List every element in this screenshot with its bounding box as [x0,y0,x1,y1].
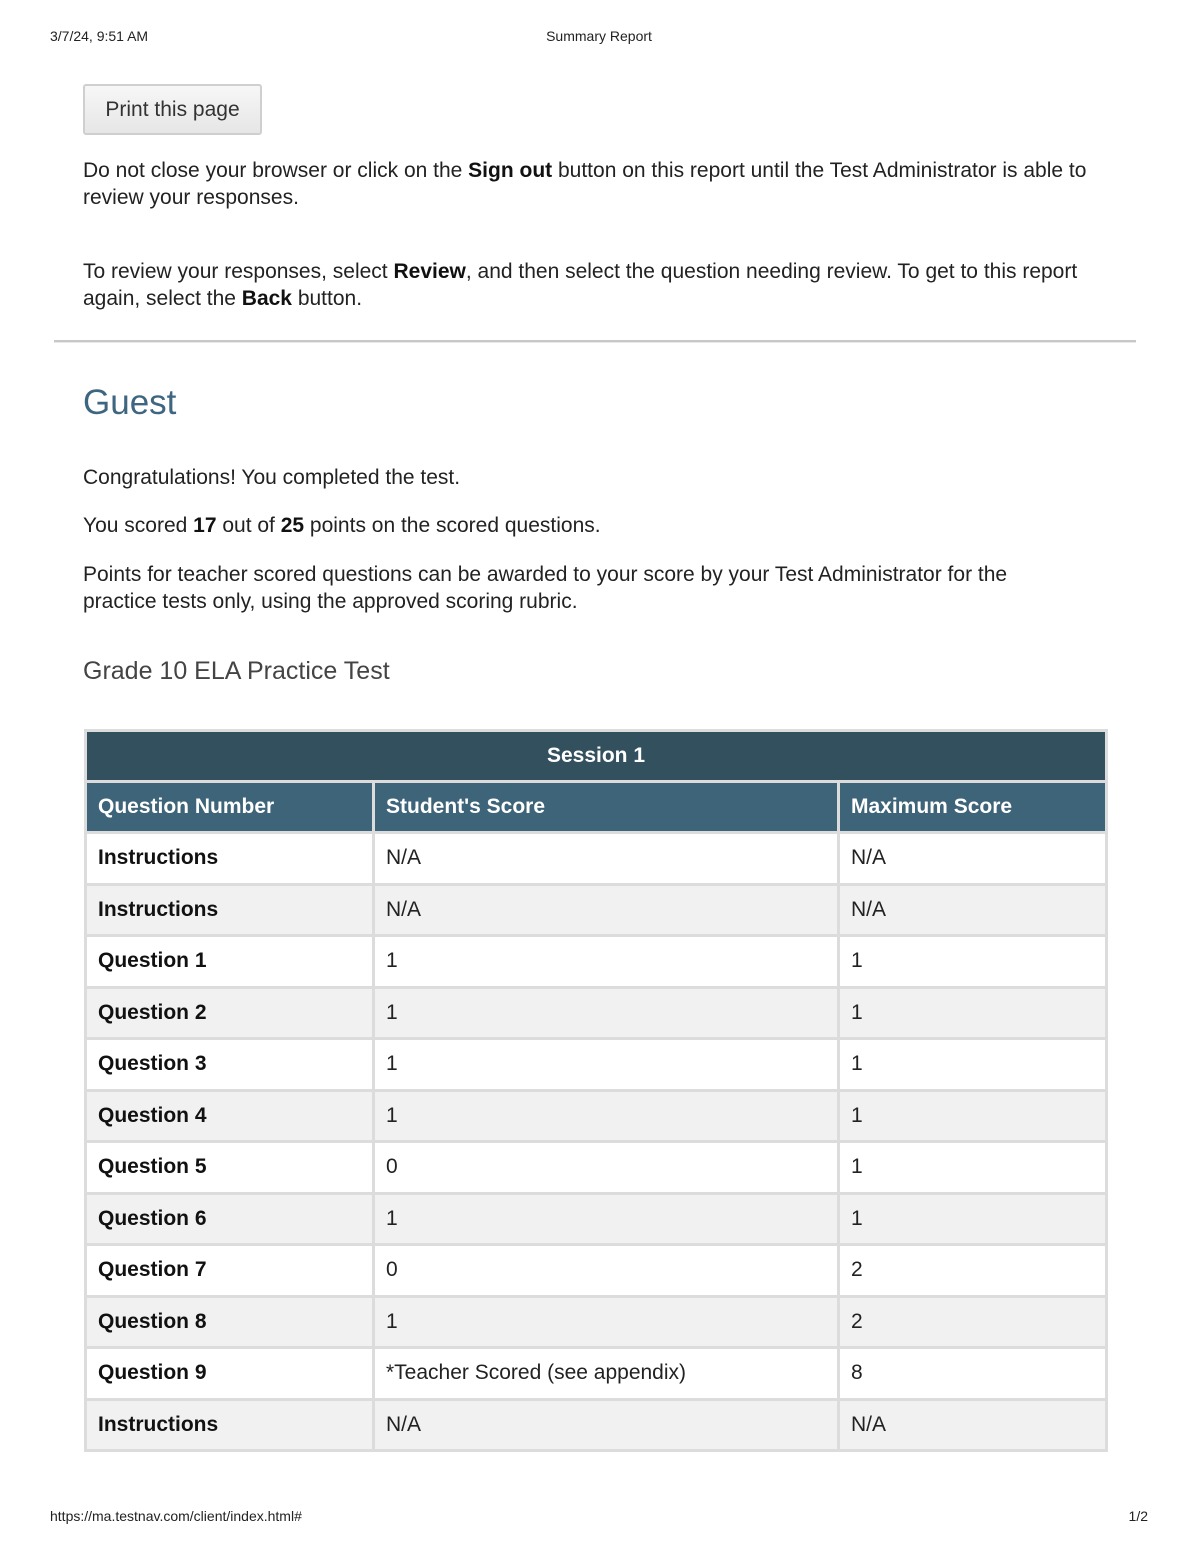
notice-text: button on this report until the Test Administrator is able to review your responses. [83,159,1087,209]
cell-student-score: 0 [374,1142,839,1194]
notice-text: Do not close your browser or click on the [83,159,469,182]
cell-student-score: 1 [374,987,839,1039]
cell-student-score: N/A [374,833,839,885]
cell-student-score: 1 [374,1039,839,1091]
congrats-message: Congratulations! You completed the test. [83,466,461,489]
signout-notice [83,157,1113,211]
notice-text: , and then select the question needing review. To get to this report again, select the [83,260,1078,310]
cell-question-number: Instructions [86,884,374,936]
section-divider [54,340,1136,343]
cell-question-number: Question 3 [86,1039,374,1091]
column-header-max-score: Maximum Score [839,782,1107,833]
table-row [86,1142,1107,1194]
cell-maximum-score: 8 [839,1348,1107,1400]
notice-text: button. [291,287,363,310]
score-text: points on the scored questions. [304,514,601,537]
score-text: You scored [83,514,194,537]
score-table [84,729,1108,1452]
cell-maximum-score: 2 [839,1245,1107,1297]
cell-student-score: *Teacher Scored (see appendix) [374,1348,839,1400]
cell-student-score: 1 [374,1296,839,1348]
print-footer [50,1508,1148,1528]
cell-student-score: N/A [374,1399,839,1451]
print-title: Summary Report [546,28,652,44]
cell-question-number: Question 5 [86,1142,374,1194]
cell-maximum-score: 1 [839,987,1107,1039]
cell-maximum-score: 1 [839,1193,1107,1245]
cell-question-number: Question 8 [86,1296,374,1348]
cell-maximum-score: N/A [839,1399,1107,1451]
review-emphasis: Review [393,260,466,283]
score-value: 17 [193,514,217,537]
cell-maximum-score: 1 [839,936,1107,988]
page-number: 1/2 [1128,1508,1148,1524]
student-name: Guest [83,383,177,422]
review-notice [83,258,1113,312]
print-datetime: 3/7/24, 9:51 AM [50,28,149,44]
notice-text: To review your responses, select [83,260,394,283]
print-header [50,28,1148,48]
cell-question-number: Question 7 [86,1245,374,1297]
table-row [86,1399,1107,1451]
cell-question-number: Question 6 [86,1193,374,1245]
table-row [86,1039,1107,1091]
table-row [86,884,1107,936]
table-row [86,936,1107,988]
table-row [86,833,1107,885]
table-row [86,1193,1107,1245]
teacher-scoring-note: Points for teacher scored questions can be awarded to your score by your Test Administrator for the practice tests only, using the approved scoring rubric. [83,563,1008,613]
table-row [86,987,1107,1039]
page-url: https://ma.testnav.com/client/index.html# [50,1508,302,1524]
cell-maximum-score: 1 [839,1142,1107,1194]
cell-maximum-score: N/A [839,833,1107,885]
cell-question-number: Question 9 [86,1348,374,1400]
cell-question-number: Instructions [86,833,374,885]
score-max: 25 [280,514,305,537]
cell-student-score: 1 [374,1193,839,1245]
cell-question-number: Question 4 [86,1090,374,1142]
session-header: Session 1 [86,731,1107,782]
cell-student-score: 0 [374,1245,839,1297]
test-name: Grade 10 ELA Practice Test [83,657,390,685]
print-page-button[interactable]: Print this page [83,84,262,135]
cell-question-number: Question 2 [86,987,374,1039]
cell-maximum-score: 1 [839,1090,1107,1142]
table-row [86,1090,1107,1142]
score-text: out of [216,514,281,537]
cell-maximum-score: 2 [839,1296,1107,1348]
table-row [86,1348,1107,1400]
cell-student-score: 1 [374,936,839,988]
cell-question-number: Question 1 [86,936,374,988]
column-header-question: Question Number [86,782,374,833]
cell-student-score: N/A [374,884,839,936]
cell-maximum-score: N/A [839,884,1107,936]
cell-student-score: 1 [374,1090,839,1142]
cell-maximum-score: 1 [839,1039,1107,1091]
table-row [86,1245,1107,1297]
column-header-student-score: Student's Score [374,782,839,833]
score-summary [83,512,1113,539]
back-emphasis: Back [241,287,292,310]
cell-question-number: Instructions [86,1399,374,1451]
table-row [86,1296,1107,1348]
sign-out-emphasis: Sign out [468,159,553,182]
